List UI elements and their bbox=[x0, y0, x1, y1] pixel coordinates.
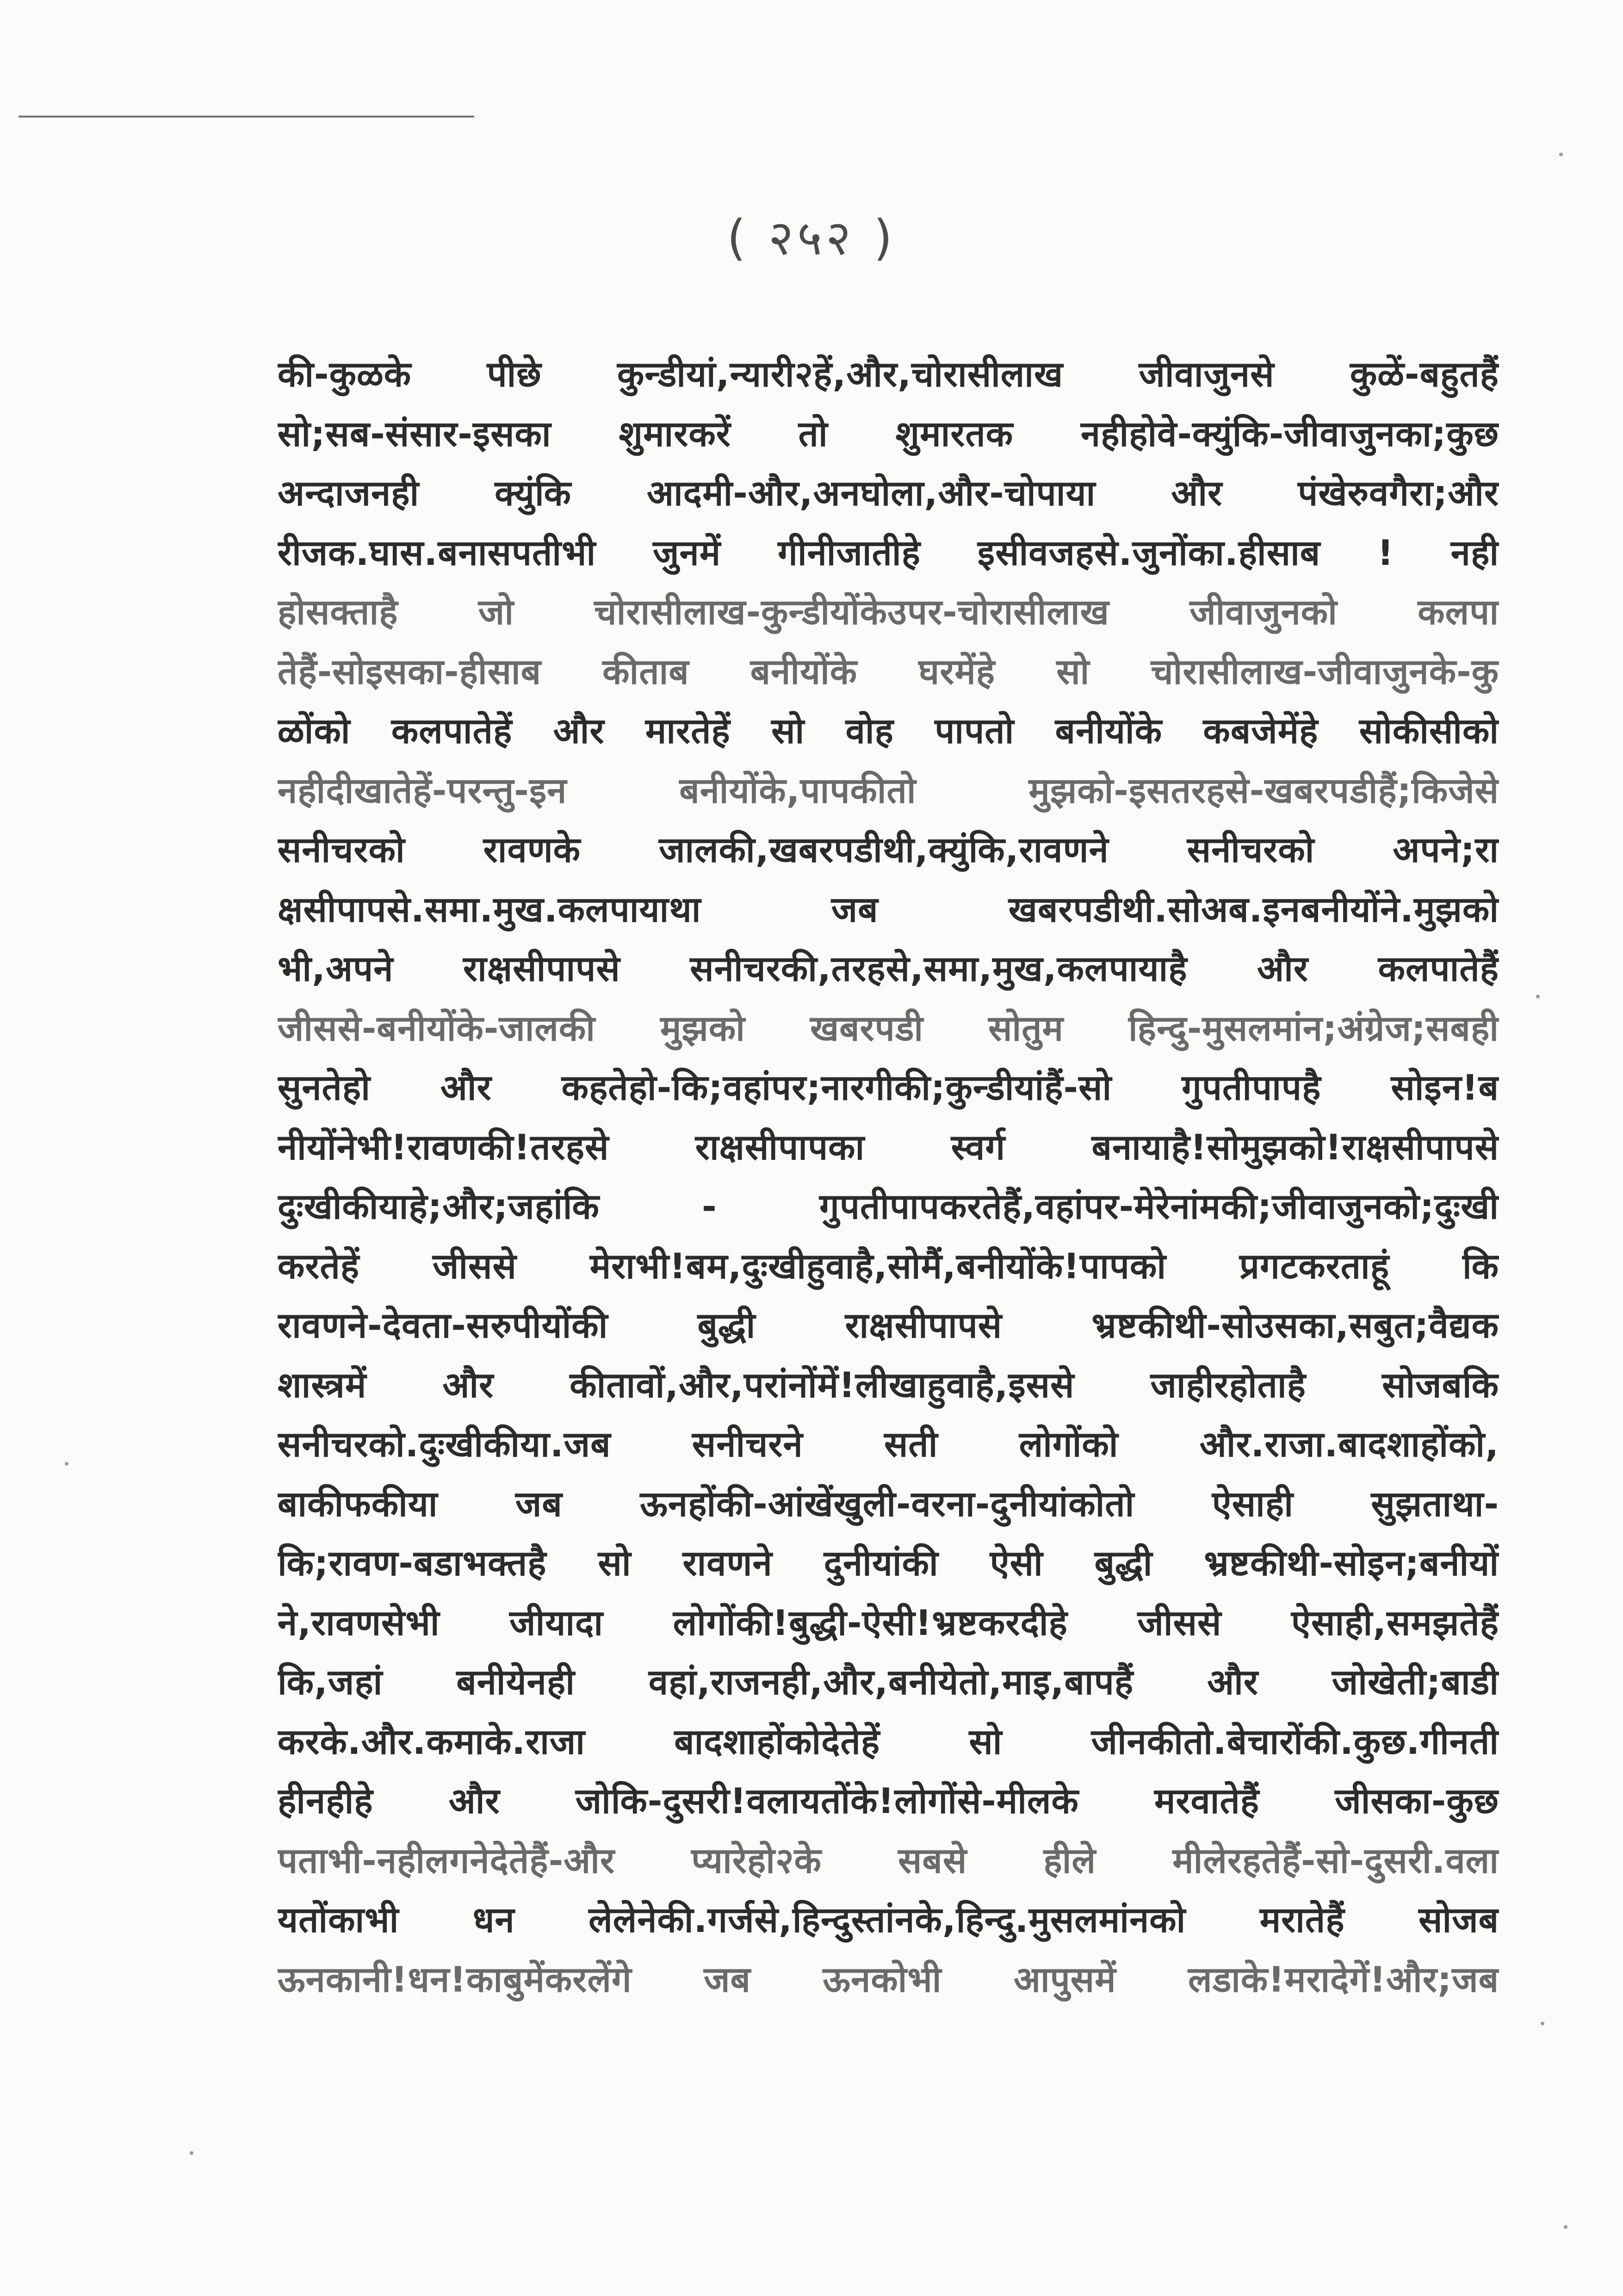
text-line: सनीचरको रावणके जालकी,खबरपडीथी,क्युंकि,रावणने सनीचरको अपने;रा bbox=[278, 829, 1499, 870]
text-line: बाकीफकीया जब ऊनहोंकी-आंखेंखुली-वरना-दुनीयांकोतो ऐसाही सुझताथा- bbox=[278, 1483, 1499, 1524]
text-line: ने,रावणसेभी जीयादा लोगोंकी!बुद्धी-ऐसी!भ्रष्टकरदीहे जीससे ऐसाही,समझतेहैं bbox=[278, 1602, 1499, 1643]
text-line: जीससे-बनीयोंके-जालकी मुझको खबरपडी सोतुम हिन्दु-मुसलमांन;अंग्रेज;सबही bbox=[278, 1007, 1499, 1049]
top-rule bbox=[19, 116, 474, 118]
paper-speck bbox=[1536, 995, 1540, 998]
text-line: शास्त्रमें और कीतावों,और,परांनोंमें!लीखाहुवाहै,इससे जाहीरहोताहै सोजबकि bbox=[278, 1364, 1499, 1405]
text-line: हीनहीहे और जोकि-दुसरी!वलायतोंके!लोगोंसे-मीलके मरवातेहैं जीसका-कुछ bbox=[278, 1780, 1499, 1821]
text-line: कि,जहां बनीयेनही वहां,राजनही,और,बनीयेतो,माइ,बापहैं और जोखेती;बाडी bbox=[278, 1661, 1499, 1702]
paper-speck bbox=[65, 1462, 68, 1466]
text-line: अन्दाजनही क्युंकि आदमी-और,अनघोला,और-चोपाया और पंखेरुवगैरा;और bbox=[278, 472, 1499, 514]
paper-speck bbox=[1541, 2022, 1544, 2025]
text-line: सुनतेहो और कहतेहो-कि;वहांपर;नारगीकी;कुन्डीयांहैं-सो गुपतीपापहै सोइन!ब bbox=[278, 1067, 1499, 1108]
text-line: करके.और.कमाके.राजा बादशाहोंकोदेतेहें सो जीनकीतो.बेचारोंकी.कुछ.गीनती bbox=[278, 1720, 1499, 1762]
paper-speck bbox=[1564, 2225, 1567, 2229]
text-line: करतेहें जीससे मेराभी!बम,दुःखीहुवाहै,सोमैं,बनीयोंके!पापको प्रगटकरताहूं कि bbox=[278, 1245, 1499, 1287]
page-number: ( २५२ ) bbox=[727, 210, 896, 266]
text-line: की-कुळके पीछे कुन्डीयां,न्यारी२हें,और,चोरासीलाख जीवाजुनसे कुळें-बहुतहैं bbox=[278, 353, 1499, 395]
paper-speck bbox=[190, 2151, 193, 2155]
text-line: यतोंकाभी धन लेलेनेकी.गर्जसे,हिन्दुस्तांनके,हिन्दु.मुसलमांनको मरातेहैं सोजब bbox=[278, 1899, 1499, 1940]
text-line: होसक्ताहै जो चोरासीलाख-कुन्डीयोंकेउपर-चोरासीलाख जीवाजुनको कलपा bbox=[278, 591, 1499, 632]
text-line: नहीदीखातेहें-परन्तु-इन बनीयोंके,पापकीतो मुझको-इसतरहसे-खबरपडीहैं;किजेसे bbox=[278, 769, 1499, 811]
text-line: ळोंको कलपातेहें और मारतेहें सो वोह पापतो बनीयोंके कबजेमेंहे सोकीसीको bbox=[278, 710, 1499, 751]
text-line: नीयोंनेभी!रावणकी!तरहसे राक्षसीपापका स्वर्ग बनायाहै!सोमुझको!राक्षसीपापसे bbox=[278, 1126, 1499, 1168]
text-line: पताभी-नहीलगनेदेतेहैं-और प्यारेहो२के सबसे हीले मीलेरहतेहैं-सो-दुसरी.वला bbox=[278, 1839, 1499, 1881]
text-line: रीजक.घास.बनासपतीभी जुनमें गीनीजातीहे इसीवजहसे.जुनोंका.हीसाब ! नही bbox=[278, 532, 1499, 573]
text-line: तेहैं-सोइसका-हीसाब कीताब बनीयोंके घरमेंहे सो चोरासीलाख-जीवाजुनके-कु bbox=[278, 650, 1499, 692]
text-line: भी,अपने राक्षसीपापसे सनीचरकी,तरहसे,समा,मुख,कलपायाहै और कलपातेहैं bbox=[278, 948, 1499, 989]
text-line: कि;रावण-बडाभक्तहै सो रावणने दुनीयांकी ऐसी बुद्धी भ्रष्टकीथी-सोइन;बनीयों bbox=[278, 1542, 1499, 1584]
body-text bbox=[278, 345, 1499, 2009]
text-line: सनीचरको.दुःखीकीया.जब सनीचरने सती लोगोंको और.राजा.बादशाहोंको, bbox=[278, 1423, 1499, 1465]
text-line: क्षसीपापसे.समा.मुख.कलपायाथा जब खबरपडीथी.सोअब.इनबनीयोंने.मुझको bbox=[278, 888, 1499, 930]
text-line: सो;सब-संसार-इसका शुमारकरें तो शुमारतक नहीहोवे-क्युंकि-जीवाजुनका;कुछ bbox=[278, 413, 1499, 454]
text-line: ऊनकानी!धन!काबुमेंकरलेंगे जब ऊनकोभी आपुसमें लडाके!मरादेगें!और;जब bbox=[278, 1958, 1499, 2000]
text-line: रावणने-देवता-सरुपीयोंकी बुद्धी राक्षसीपापसे भ्रष्टकीथी-सोउसका,सबुत;वैद्यक bbox=[278, 1305, 1499, 1346]
text-line: दुःखीकीयाहे;और;जहांकि - गुपतीपापकरतेहैं,वहांपर-मेरेनांमकी;जीवाजुनको;दुःखी bbox=[278, 1186, 1499, 1227]
paper-speck bbox=[1559, 153, 1563, 156]
